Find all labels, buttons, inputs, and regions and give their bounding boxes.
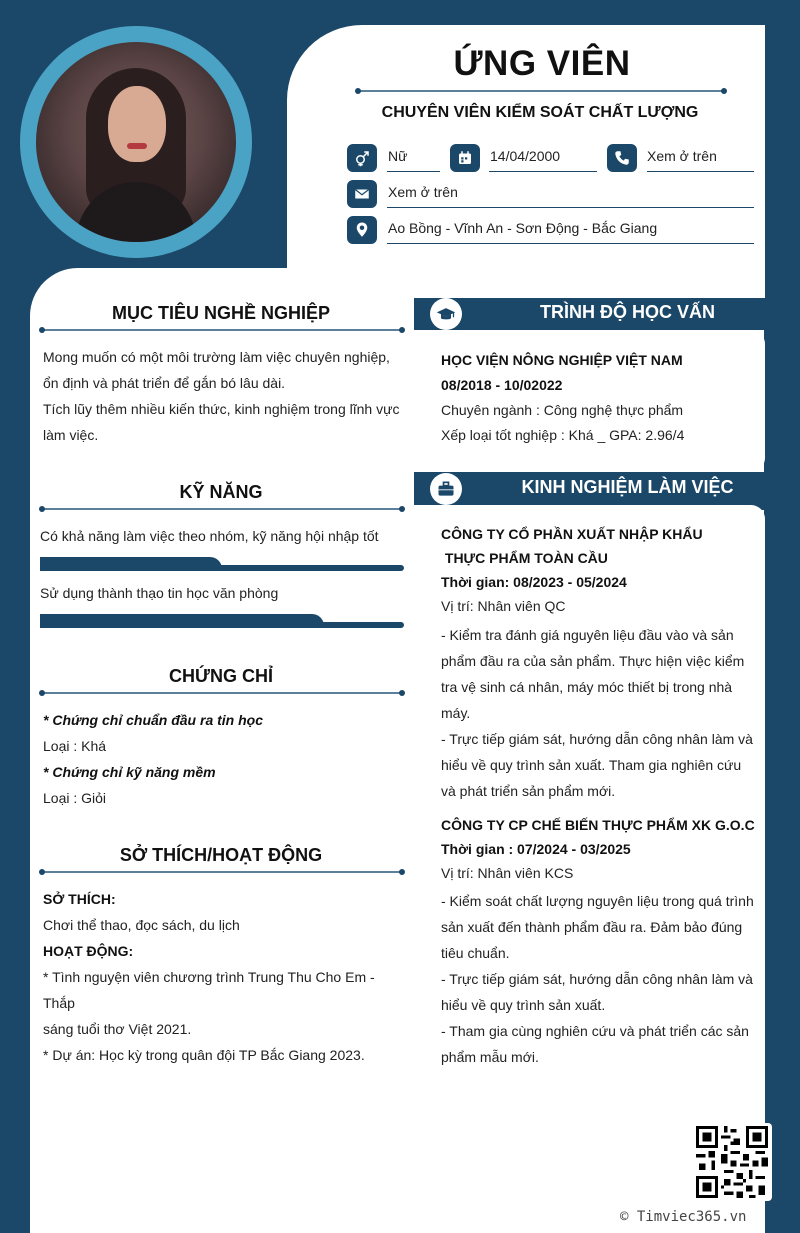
education-grade: Xếp loại tốt nghiệp : Khá _ GPA: 2.96/4	[441, 427, 685, 443]
calendar-icon	[450, 144, 480, 172]
gender-underline	[387, 171, 440, 172]
job-position: Vị trí: Nhân viên KCS	[441, 865, 574, 881]
experience-title: KINH NGHIỆM LÀM VIỆC	[521, 477, 734, 497]
candidate-name: ỨNG VIÊN	[453, 44, 631, 83]
briefcase-icon	[430, 473, 462, 505]
experience-header	[430, 473, 765, 505]
certificate-name: * Chứng chỉ kỹ năng mềm	[43, 764, 216, 780]
company-name: THỰC PHẨM TOÀN CẦU	[441, 550, 608, 566]
header-card-corner	[600, 240, 765, 298]
hobbies-text: SỞ THÍCH: Chơi thể thao, đọc sách, du lịch HOẠT ĐỘNG: * Tình nguyện viên chương trình Trung Thu Cho Em - Thắp sáng tuổi thơ Việt 2021. * Dự án: Học kỳ trong quân đội TP Bắc Giang 2023.	[43, 891, 375, 1063]
education-major: Chuyên ngành : Công nghệ thực phẩm	[441, 402, 684, 418]
birthdate-value: 14/04/2000	[490, 148, 561, 164]
objective-divider	[42, 329, 402, 331]
objective-text: Mong muốn có một môi trường làm việc chuyên nghiệp, ổn định và phát triển để gắn bó lâu dài. Tích lũy thêm nhiều kiến thức, kinh nghiệm trong lĩnh vực làm việc.	[43, 349, 400, 443]
avatar	[36, 42, 236, 242]
job-description: - Kiểm tra đánh giá nguyên liệu đầu vào và sản phẩm đầu ra của sản phẩm. Thực hiện việc kiểm tra vệ sinh cá nhân, máy móc thiết bị trong nhà máy. - Trực tiếp giám sát, hướng dẫn công nhân làm và hiểu về quy trình sản xuất. Tham gia nghiên cứu và phát triển sản phẩm mới.	[441, 627, 753, 799]
job-position: Vị trí: Nhân viên QC	[441, 598, 566, 614]
certificate-grade: Loại : Giỏi	[43, 790, 107, 806]
hobbies-title: SỞ THÍCH/HOẠT ĐỘNG	[119, 845, 323, 865]
education-period: 08/2018 - 10/02022	[441, 377, 563, 393]
certificates-list	[43, 707, 403, 811]
job-entry	[441, 813, 755, 885]
graduation-cap-icon	[430, 298, 462, 330]
mail-icon	[347, 180, 377, 208]
job-entry	[441, 522, 755, 618]
email-underline	[387, 207, 754, 208]
certificate-name: * Chứng chỉ chuẩn đầu ra tin học	[43, 712, 264, 728]
phone-value: Xem ở trên	[647, 148, 717, 164]
hobbies-divider	[42, 871, 402, 873]
email-value: Xem ở trên	[388, 184, 458, 200]
education-details	[441, 348, 761, 448]
phone-underline	[647, 171, 754, 172]
skill-bar-fill	[40, 557, 222, 569]
school-name: HỌC VIỆN NÔNG NGHIỆP VIỆT NAM	[441, 352, 683, 368]
skill-label: Có khả năng làm việc theo nhóm, kỹ năng hội nhập tốt	[40, 528, 379, 544]
skills-title: KỸ NĂNG	[179, 482, 263, 502]
phone-icon	[607, 144, 637, 172]
objective-title: MỤC TIÊU NGHỀ NGHIỆP	[111, 303, 330, 323]
skill-bar-fill	[40, 614, 324, 626]
name-divider	[358, 90, 724, 92]
job-description: - Kiểm soát chất lượng nguyên liệu trong quá trình sản xuất đến thành phẩm đầu ra. Đảm bảo đúng tiêu chuẩn. - Trực tiếp giám sát, hướng dẫn công nhân làm và hiểu về quy trình sản xuất. - Tham gia cùng nghiên cứu và phát triển các sản phẩm mẫu mới.	[441, 893, 754, 1065]
certificates-divider	[42, 692, 402, 694]
skills-divider	[42, 508, 402, 510]
education-title: TRÌNH ĐỘ HỌC VẤN	[540, 302, 715, 322]
skill-label: Sử dụng thành thạo tin học văn phòng	[40, 585, 279, 601]
company-name: CÔNG TY CỔ PHẦN XUẤT NHẬP KHẨU	[441, 526, 703, 542]
company-name: CÔNG TY CP CHẾ BIẾN THỰC PHẨM XK G.O.C	[441, 817, 755, 833]
birthdate-underline	[489, 171, 597, 172]
job-title: CHUYÊN VIÊN KIỂM SOÁT CHẤT LƯỢNG	[381, 104, 699, 121]
address-underline	[387, 243, 754, 244]
certificate-grade: Loại : Khá	[43, 738, 107, 754]
certificates-title: CHỨNG CHỈ	[169, 666, 273, 686]
education-header	[430, 298, 765, 330]
location-pin-icon	[347, 216, 377, 244]
address-value: Ao Bồng - Vĩnh An - Sơn Động - Bắc Giang	[388, 220, 658, 236]
copyright-text: © Timviec365.vn	[620, 1209, 747, 1225]
job-period: Thời gian: 08/2023 - 05/2024	[441, 574, 627, 590]
gender-icon	[347, 144, 377, 172]
job-period: Thời gian : 07/2024 - 03/2025	[441, 841, 631, 857]
qr-code[interactable]	[692, 1123, 772, 1201]
gender-value: Nữ	[388, 148, 408, 164]
